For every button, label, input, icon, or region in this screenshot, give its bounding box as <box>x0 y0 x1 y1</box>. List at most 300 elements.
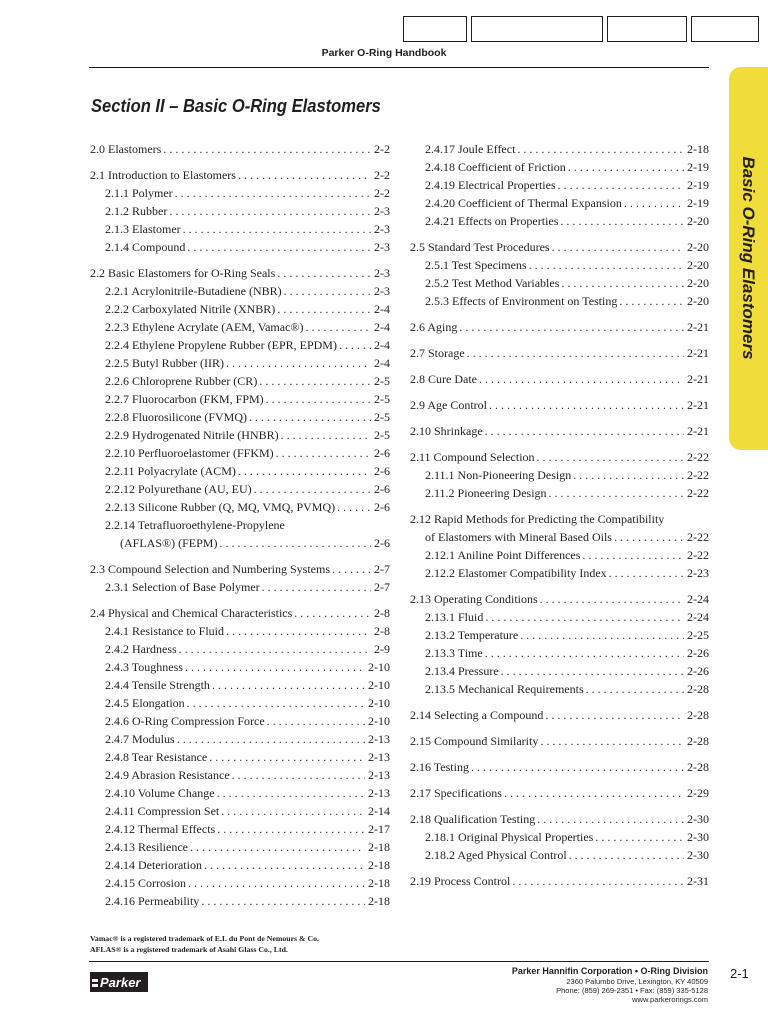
toc-entry[interactable] <box>410 140 709 158</box>
toc-entry-title: 2.13.5 Mechanical Requirements <box>425 682 584 696</box>
toc-entry-page: 2-6 <box>374 446 390 460</box>
toc-entry[interactable] <box>90 372 390 390</box>
toc-entry-page: 2-3 <box>374 204 390 218</box>
toc-entry-page: 2-24 <box>687 592 709 606</box>
toc-leader-dots <box>207 748 365 766</box>
toc-entry-title: 2.2.6 Chloroprene Rubber (CR) <box>105 374 258 388</box>
toc-entry-page: 2-13 <box>368 750 390 764</box>
toc-entry[interactable] <box>90 838 390 856</box>
toc-entry[interactable] <box>410 510 709 528</box>
toc-entry-page: 2-25 <box>687 628 709 642</box>
toc-entry[interactable] <box>410 370 709 388</box>
toc-entry-page: 2-17 <box>368 822 390 836</box>
toc-entry-page: 2-23 <box>687 566 709 580</box>
toc-entry-page: 2-26 <box>687 646 709 660</box>
toc-leader-dots <box>567 846 684 864</box>
toc-entry-page: 2-5 <box>374 392 390 406</box>
toc-entry-title: 2.5 Standard Test Procedures <box>410 240 550 254</box>
company-info <box>512 966 708 1004</box>
toc-leader-dots <box>571 466 684 484</box>
toc-entry[interactable] <box>90 874 390 892</box>
toc-entry-page: 2-5 <box>374 410 390 424</box>
toc-entry-title: 2.2.7 Fluorocarbon (FKM, FPM) <box>105 392 264 406</box>
toc-entry[interactable] <box>90 140 390 158</box>
toc-leader-dots <box>483 644 684 662</box>
toc-entry[interactable] <box>90 534 390 552</box>
toc-entry-page: 2-22 <box>687 530 709 544</box>
toc-entry-page: 2-5 <box>374 428 390 442</box>
toc-leader-dots <box>617 292 684 310</box>
toc-entry-page: 2-26 <box>687 664 709 678</box>
toc-entry-title: 2.15 Compound Similarity <box>410 734 539 748</box>
toc-entry[interactable] <box>410 872 709 890</box>
toc-leader-dots <box>275 264 371 282</box>
toc-leader-dots <box>202 856 365 874</box>
toc-entry-title: 2.12 Rapid Methods for Predicting the Compatibility <box>410 512 665 526</box>
toc-leader-dots <box>260 578 371 596</box>
toc-entry-title: 2.11 Compound Selection <box>410 450 535 464</box>
toc-leader-dots <box>215 820 365 838</box>
toc-entry[interactable] <box>90 766 390 784</box>
toc-entry[interactable] <box>90 184 390 202</box>
toc-entry-title: 2.0 Elastomers <box>90 142 162 156</box>
toc-entry-page: 2-2 <box>374 186 390 200</box>
toc-entry-title: 2.4.19 Electrical Properties <box>425 178 556 192</box>
toc-entry[interactable] <box>410 680 709 698</box>
toc-entry-title: 2.7 Storage <box>410 346 465 360</box>
toc-entry-page: 2-10 <box>368 678 390 692</box>
toc-entry-title: of Elastomers with Mineral Based Oils <box>425 530 612 544</box>
toc-entry-title: 2.3 Compound Selection and Numbering Systems <box>90 562 330 576</box>
toc-entry[interactable] <box>90 560 390 578</box>
toc-entry-title: 2.2.5 Butyl Rubber (IIR) <box>105 356 224 370</box>
toc-entry-title: 2.4.17 Joule Effect <box>425 142 516 156</box>
toc-entry-page: 2-6 <box>374 500 390 514</box>
toc-column-left <box>90 140 390 910</box>
toc-entry[interactable] <box>410 758 709 776</box>
toc-leader-dots <box>622 194 684 212</box>
toc-entry-title: 2.2.12 Polyurethane (AU, EU) <box>105 482 252 496</box>
toc-entry-page: 2-18 <box>687 142 709 156</box>
toc-leader-dots <box>527 256 684 274</box>
toc-entry-page: 2-20 <box>687 240 709 254</box>
toc-leader-dots <box>580 546 684 564</box>
trademark-note: AFLAS® is a registered trademark of Asahi Glass Co., Ltd. <box>90 945 288 954</box>
toc-entry[interactable] <box>410 256 709 274</box>
footer-rule <box>89 961 709 962</box>
toc-entry-title: 2.5.1 Test Specimens <box>425 258 527 272</box>
toc-entry-page: 2-7 <box>374 562 390 576</box>
toc-entry-page: 2-22 <box>687 486 709 500</box>
toc-entry-page: 2-18 <box>368 876 390 890</box>
toc-entry-page: 2-10 <box>368 714 390 728</box>
toc-entry-title: 2.4.4 Tensile Strength <box>105 678 210 692</box>
toc-entry-page: 2-10 <box>368 660 390 674</box>
toc-leader-dots <box>224 622 371 640</box>
toc-entry-page: 2-7 <box>374 580 390 594</box>
toc-entry[interactable] <box>90 220 390 238</box>
toc-entry-page: 2-6 <box>374 482 390 496</box>
toc-leader-dots <box>499 662 684 680</box>
toc-entry-page: 2-20 <box>687 258 709 272</box>
toc-entry-page: 2-28 <box>687 734 709 748</box>
toc-entry-page: 2-4 <box>374 320 390 334</box>
toc-entry-page: 2-20 <box>687 214 709 228</box>
trademark-notes <box>90 933 319 955</box>
toc-entry-title: 2.12.1 Aniline Point Differences <box>425 548 581 562</box>
toc-entry[interactable] <box>410 528 709 546</box>
toc-entry-title: 2.4.10 Volume Change <box>105 786 215 800</box>
toc-leader-dots <box>515 140 684 158</box>
toc-entry-title: 2.1.2 Rubber <box>105 204 168 218</box>
toc-entry[interactable] <box>90 802 390 820</box>
toc-entry-title: 2.13.4 Pressure <box>425 664 499 678</box>
toc-entry[interactable] <box>90 390 390 408</box>
toc-leader-dots <box>185 238 371 256</box>
toc-entry[interactable] <box>90 238 390 256</box>
toc-entry-title: 2.9 Age Control <box>410 398 487 412</box>
toc-entry-page: 2-9 <box>374 642 390 656</box>
toc-entry[interactable] <box>90 892 390 910</box>
toc-entry-title: 2.5.2 Test Method Variables <box>425 276 560 290</box>
toc-entry[interactable] <box>90 282 390 300</box>
toc-leader-dots <box>265 712 365 730</box>
toc-entry[interactable] <box>90 462 390 480</box>
toc-entry[interactable] <box>90 408 390 426</box>
toc-entry-title: (AFLAS®) (FEPM) <box>120 536 218 550</box>
toc-entry-page: 2-19 <box>687 196 709 210</box>
toc-entry-page: 2-28 <box>687 760 709 774</box>
toc-leader-dots <box>210 676 365 694</box>
toc-leader-dots <box>188 838 365 856</box>
toc-leader-dots <box>612 528 684 546</box>
toc-entry-title: 2.4.20 Coefficient of Thermal Expansion <box>425 196 622 210</box>
toc-entry-title: 2.2.14 Tetrafluoroethylene-Propylene <box>105 518 285 532</box>
toc-leader-dots <box>257 372 371 390</box>
toc-entry[interactable] <box>410 194 709 212</box>
toc-entry[interactable] <box>90 300 390 318</box>
toc-entry[interactable] <box>410 158 709 176</box>
toc-leader-dots <box>217 534 371 552</box>
toc-entry[interactable] <box>90 318 390 336</box>
toc-entry[interactable] <box>410 732 709 750</box>
toc-entry[interactable] <box>90 820 390 838</box>
toc-entry-page: 2-21 <box>687 424 709 438</box>
toc-leader-dots <box>543 706 684 724</box>
toc-entry-page: 2-22 <box>687 450 709 464</box>
toc-entry-page: 2-18 <box>368 894 390 908</box>
toc-entry-page: 2-29 <box>687 786 709 800</box>
toc-entry-title: 2.19 Process Control <box>410 874 511 888</box>
toc-leader-dots <box>535 448 684 466</box>
toc-entry-page: 2-8 <box>374 624 390 638</box>
toc-entry-title: 2.4.15 Corrosion <box>105 876 186 890</box>
toc-entry-page: 2-18 <box>368 840 390 854</box>
toc-entry-page: 2-19 <box>687 178 709 192</box>
header-tab-box <box>403 16 467 42</box>
toc-entry[interactable] <box>90 784 390 802</box>
toc-entry-page: 2-10 <box>368 696 390 710</box>
handbook-title: Parker O-Ring Handbook <box>321 47 447 59</box>
toc-entry-title: 2.13.2 Temperature <box>425 628 519 642</box>
toc-leader-dots <box>457 318 684 336</box>
toc-entry-title: 2.4.11 Compression Set <box>105 804 220 818</box>
toc-entry-title: 2.2.4 Ethylene Propylene Rubber (EPR, EPDM) <box>105 338 337 352</box>
toc-leader-dots <box>510 872 684 890</box>
toc-entry[interactable] <box>410 590 709 608</box>
toc-entry-title: 2.12.2 Elastomer Compatibility Index <box>425 566 607 580</box>
toc-leader-dots <box>185 694 365 712</box>
toc-leader-dots <box>186 874 365 892</box>
toc-entry-page: 2-3 <box>374 222 390 236</box>
toc-entry[interactable] <box>410 466 709 484</box>
toc-leader-dots <box>224 354 371 372</box>
toc-leader-dots <box>483 608 684 626</box>
toc-leader-dots <box>547 484 684 502</box>
toc-leader-dots <box>173 184 371 202</box>
toc-entry-title: 2.4.9 Abrasion Resistance <box>105 768 230 782</box>
toc-entry-title: 2.4.13 Resilience <box>105 840 188 854</box>
toc-leader-dots <box>219 802 365 820</box>
toc-entry[interactable] <box>410 706 709 724</box>
toc-entry[interactable] <box>410 644 709 662</box>
toc-entry[interactable] <box>410 626 709 644</box>
company-address: 2360 Palumbo Drive, Lexington, KY 40509 <box>566 977 708 986</box>
toc-leader-dots <box>502 784 684 802</box>
toc-leader-dots <box>593 828 684 846</box>
toc-leader-dots <box>465 344 684 362</box>
toc-entry-title: 2.4.2 Hardness <box>105 642 177 656</box>
toc-entry[interactable] <box>90 166 390 184</box>
toc-entry-page: 2-19 <box>687 160 709 174</box>
toc-entry-title: 2.13.1 Fluid <box>425 610 484 624</box>
toc-entry-title: 2.4.16 Permeability <box>105 894 200 908</box>
toc-entry[interactable] <box>90 480 390 498</box>
toc-entry[interactable] <box>410 564 709 582</box>
toc-leader-dots <box>538 590 684 608</box>
toc-entry-title: 2.1.4 Compound <box>105 240 186 254</box>
toc-entry[interactable] <box>90 264 390 282</box>
toc-entry[interactable] <box>410 484 709 502</box>
toc-entry-page: 2-5 <box>374 374 390 388</box>
toc-leader-dots <box>279 426 371 444</box>
toc-leader-dots <box>330 560 371 578</box>
toc-entry-page: 2-13 <box>368 786 390 800</box>
toc-leader-dots <box>230 766 365 784</box>
toc-entry[interactable] <box>410 828 709 846</box>
toc-entry[interactable] <box>90 730 390 748</box>
toc-entry[interactable] <box>90 694 390 712</box>
toc-entry-title: 2.2.10 Perfluoroelastomer (FFKM) <box>105 446 274 460</box>
toc-entry-title: 2.4.14 Deterioration <box>105 858 202 872</box>
toc-entry[interactable] <box>410 344 709 362</box>
toc-entry-page: 2-4 <box>374 338 390 352</box>
toc-entry-page: 2-13 <box>368 768 390 782</box>
toc-entry-title: 2.14 Selecting a Compound <box>410 708 544 722</box>
toc-leader-dots <box>558 212 684 230</box>
toc-entry-page: 2-24 <box>687 610 709 624</box>
toc-entry[interactable] <box>410 608 709 626</box>
toc-entry-page: 2-8 <box>374 606 390 620</box>
toc-entry[interactable] <box>90 748 390 766</box>
toc-entry[interactable] <box>90 640 390 658</box>
toc-entry-title: 2.3.1 Selection of Base Polymer <box>105 580 260 594</box>
toc-entry[interactable] <box>90 856 390 874</box>
toc-leader-dots <box>161 140 371 158</box>
toc-entry-page: 2-3 <box>374 284 390 298</box>
toc-entry-title: 2.1.3 Elastomer <box>105 222 181 236</box>
toc-entry[interactable] <box>410 784 709 802</box>
header-tab-box <box>471 16 603 42</box>
toc-leader-dots <box>584 680 684 698</box>
toc-entry-page: 2-21 <box>687 372 709 386</box>
toc-entry-page: 2-22 <box>687 468 709 482</box>
toc-entry[interactable] <box>410 318 709 336</box>
toc-entry-title: 2.17 Specifications <box>410 786 502 800</box>
header-rule <box>89 67 709 68</box>
toc-entry-title: 2.4.21 Effects on Properties <box>425 214 559 228</box>
toc-entry[interactable] <box>90 426 390 444</box>
toc-entry-title: 2.4.8 Tear Resistance <box>105 750 208 764</box>
toc-entry[interactable] <box>410 662 709 680</box>
toc-leader-dots <box>167 202 371 220</box>
toc-leader-dots <box>477 370 684 388</box>
toc-entry-title: 2.4.18 Coefficient of Friction <box>425 160 566 174</box>
toc-entry-page: 2-30 <box>687 830 709 844</box>
toc-leader-dots <box>292 604 371 622</box>
section-title: Section II – Basic O-Ring Elastomers <box>91 96 381 116</box>
toc-entry-title: 2.2.13 Silicone Rubber (Q, MQ, VMQ, PVMQ) <box>105 500 336 514</box>
toc-leader-dots <box>535 810 684 828</box>
toc-leader-dots <box>550 238 684 256</box>
toc-entry-title: 2.5.3 Effects of Environment on Testing <box>425 294 618 308</box>
toc-entry-page: 2-31 <box>687 874 709 888</box>
toc-entry-page: 2-2 <box>374 168 390 182</box>
toc-entry-title: 2.2.2 Carboxylated Nitrile (XNBR) <box>105 302 276 316</box>
toc-leader-dots <box>487 396 684 414</box>
toc-entry[interactable] <box>90 354 390 372</box>
toc-entry-page: 2-4 <box>374 302 390 316</box>
toc-entry-title: 2.8 Cure Date <box>410 372 477 386</box>
toc-entry-page: 2-20 <box>687 294 709 308</box>
toc-entry[interactable] <box>410 546 709 564</box>
toc-entry[interactable] <box>90 604 390 622</box>
toc-entry-title: 2.4.1 Resistance to Fluid <box>105 624 224 638</box>
toc-leader-dots <box>607 564 684 582</box>
toc-leader-dots <box>274 444 371 462</box>
toc-entry-title: 2.4.3 Toughness <box>105 660 183 674</box>
toc-entry-page: 2-6 <box>374 536 390 550</box>
toc-entry-page: 2-21 <box>687 398 709 412</box>
toc-leader-dots <box>247 408 371 426</box>
toc-leader-dots <box>518 626 684 644</box>
toc-leader-dots <box>183 658 365 676</box>
toc-entry[interactable] <box>90 658 390 676</box>
toc-entry-page: 2-13 <box>368 732 390 746</box>
toc-entry[interactable] <box>410 846 709 864</box>
toc-leader-dots <box>559 274 684 292</box>
toc-entry-page: 2-20 <box>687 276 709 290</box>
toc-entry[interactable] <box>90 498 390 516</box>
toc-entry[interactable] <box>410 274 709 292</box>
company-phone: Phone: (859) 269-2351 • Fax: (859) 335-5128 <box>556 986 708 995</box>
toc-entry[interactable] <box>410 422 709 440</box>
toc-entry[interactable] <box>90 622 390 640</box>
toc-entry[interactable] <box>410 810 709 828</box>
toc-column-right <box>410 140 709 890</box>
toc-leader-dots <box>175 730 365 748</box>
toc-leader-dots <box>264 390 371 408</box>
toc-entry[interactable] <box>410 212 709 230</box>
toc-leader-dots <box>236 462 371 480</box>
toc-entry-title: 2.18.1 Original Physical Properties <box>425 830 594 844</box>
toc-leader-dots <box>304 318 371 336</box>
toc-entry[interactable] <box>90 712 390 730</box>
toc-entry-page: 2-21 <box>687 346 709 360</box>
toc-entry[interactable] <box>90 444 390 462</box>
toc-entry-page: 2-21 <box>687 320 709 334</box>
toc-leader-dots <box>252 480 371 498</box>
toc-entry[interactable] <box>90 676 390 694</box>
toc-leader-dots <box>177 640 371 658</box>
toc-leader-dots <box>335 498 371 516</box>
header-tab-box <box>607 16 687 42</box>
toc-entry-page: 2-14 <box>368 804 390 818</box>
toc-entry-title: 2.2.9 Hydrogenated Nitrile (HNBR) <box>105 428 279 442</box>
toc-entry[interactable] <box>90 202 390 220</box>
toc-entry[interactable] <box>410 396 709 414</box>
toc-entry[interactable] <box>410 238 709 256</box>
toc-entry-title: 2.4.7 Modulus <box>105 732 175 746</box>
toc-entry[interactable] <box>90 516 390 534</box>
toc-leader-dots <box>275 300 371 318</box>
toc-entry-page: 2-28 <box>687 708 709 722</box>
toc-entry-page: 2-6 <box>374 464 390 478</box>
toc-entry[interactable] <box>90 578 390 596</box>
toc-leader-dots <box>215 784 365 802</box>
toc-entry-title: 2.11.2 Pioneering Design <box>425 486 547 500</box>
toc-entry-page: 2-28 <box>687 682 709 696</box>
toc-entry-title: 2.2.3 Ethylene Acrylate (AEM, Vamac®) <box>105 320 304 334</box>
toc-entry-title: 2.18.2 Aged Physical Control <box>425 848 567 862</box>
toc-entry-title: 2.18 Qualification Testing <box>410 812 536 826</box>
toc-entry-title: 2.2.8 Fluorosilicone (FVMQ) <box>105 410 247 424</box>
toc-entry[interactable] <box>410 176 709 194</box>
company-web[interactable]: www.parkerorings.com <box>632 995 708 1004</box>
toc-entry[interactable] <box>90 336 390 354</box>
toc-leader-dots <box>469 758 684 776</box>
toc-entry-title: 2.10 Shrinkage <box>410 424 483 438</box>
toc-entry-title: 2.13 Operating Conditions <box>410 592 538 606</box>
toc-leader-dots <box>199 892 365 910</box>
toc-entry-title: 2.2.1 Acrylonitrile-Butadiene (NBR) <box>105 284 282 298</box>
toc-entry-page: 2-18 <box>368 858 390 872</box>
toc-leader-dots <box>483 422 684 440</box>
toc-entry-page: 2-3 <box>374 240 390 254</box>
svg-text:Parker: Parker <box>100 975 141 990</box>
toc-entry[interactable] <box>410 292 709 310</box>
trademark-note: Vamac® is a registered trademark of E.I. du Pont de Nemours & Co. <box>90 934 319 943</box>
toc-entry-page: 2-30 <box>687 812 709 826</box>
toc-leader-dots <box>181 220 371 238</box>
toc-leader-dots <box>566 158 684 176</box>
toc-leader-dots <box>236 166 371 184</box>
toc-entry-title: 2.2 Basic Elastomers for O-Ring Seals <box>90 266 276 280</box>
toc-entry-title: 2.16 Testing <box>410 760 469 774</box>
toc-entry-title: 2.4.5 Elongation <box>105 696 185 710</box>
toc-entry[interactable] <box>410 448 709 466</box>
toc-leader-dots <box>538 732 684 750</box>
